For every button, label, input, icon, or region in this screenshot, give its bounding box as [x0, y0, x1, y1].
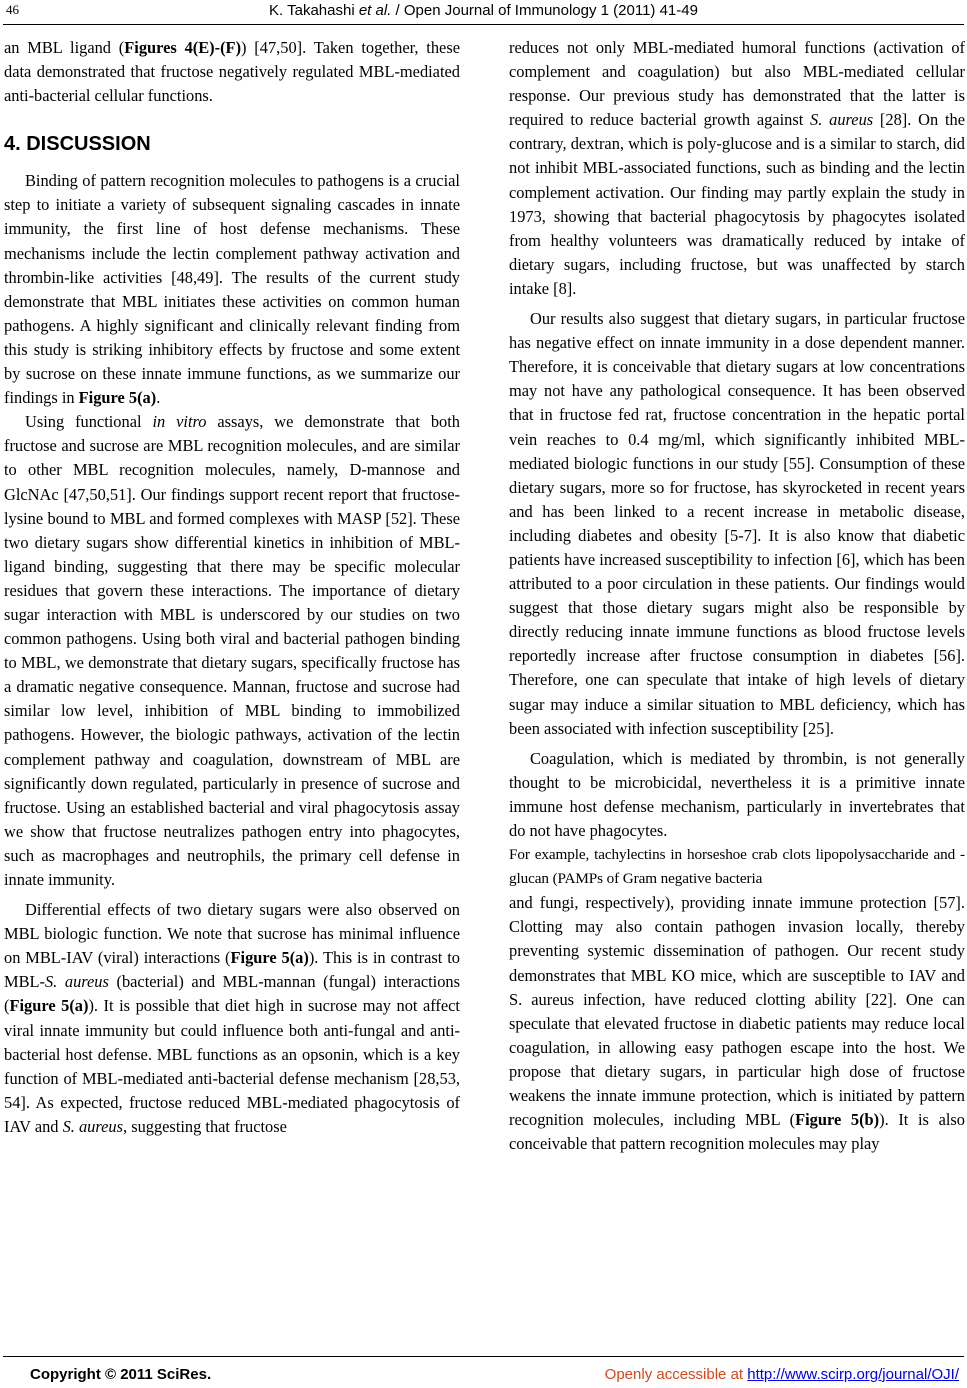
- paragraph: [509, 891, 965, 1156]
- paragraph: [509, 747, 965, 843]
- text-run: Our results also suggest that dietary sugars, in particular fructose has negative effect on innate immunity in a dose dependent manner. Therefore, it is conceivable that dietary sugars at low concentrations may not have any pathological consequence. It has been observed that in fructose fed rat, fructose concentration in the hepatic portal vein reaches to 0.4 mg/ml, which significantly inhibited MBL-mediated biologic functions in our study [55]. Consumption of these dietary sugars, more so for fructose, has skyrocketed in recent years and has been linked to a recent increase in metabolic disease, including diabetes and obesity [5-7]. It is also know that diabetic patients have increased susceptibility to infection [6], which has been attributed to a poor circulation in these patients. Our findings would suggest that those dietary sugars might also be responsible by directly reducing innate immune functions as blood fructose levels reportedly increase after fructose consumption in diabetes [56]. Therefore, one can speculate that intake of high levels of dietary sugar may induce a similar situation to MBL deficiency, which has been associated with infection susceptibility [25].: [509, 309, 965, 738]
- running-head-etal: et al.: [358, 2, 392, 19]
- paragraph: [509, 36, 965, 301]
- figure-ref: Figure 5(b): [795, 1110, 880, 1130]
- text-run: assays, we demonstrate that both fructose and sucrose are MBL recognition molecules, and are similar to other MBL recognition molecules, namely, D-mannose and GlcNAc [47,50,51]. Our findings support recent report that fructose-lysine bound to MBL and formed complexes with MASP [52]. These two dietary sugars show differential kinetics in inhibition of MBL-ligand binding, suggesting that there may be specific molecular residues that govern these interactions. The importance of dietary sugar interaction with MBL is underscored by our studies on two common pathogens. Using both viral and bacterial pathogen binding to MBL, we demonstrate that dietary sugars, specifically fructose has a dramatic negative consequence. Mannan, fructose and sucrose had similar low level, inhibition of MBL binding to immobilized pathogens. However, the biologic pathways, activation of the lectin complement pathway and coagulation, downstream of MBL are significantly down regulated, particularly in presence of sucrose and fructose. Using an established bacterial and viral phagocytosis assay we show that fructose neutralizes pathogen entry into phagocytes, such as macrophages and neutrophils, the primary cell defense in innate immunity.: [4, 412, 460, 889]
- italic-term: S. aureus: [62, 1116, 123, 1136]
- text-run: ). It is also conceivable that pattern recognition molecules may play: [509, 1110, 965, 1154]
- footer-rule: [3, 1356, 964, 1357]
- text-run: reduces not only MBL-mediated humoral functions (activation of complement and coagulation) but also MBL-mediated cellular response. Our previous study has demonstrated that the latter is required to reduce bacterial growth against: [509, 38, 965, 130]
- text-run: Using functional: [25, 412, 153, 432]
- text-run: Coagulation, which is mediated by thrombin, is not generally thought to be microbicidal, nevertheless it is a primitive innate immune host defense mechanism, particularly in invertebrates that do not have phagocytes.: [509, 748, 965, 840]
- text-run: , suggesting that fructose: [123, 1116, 287, 1136]
- copyright: Copyright © 2011 SciRes.: [30, 1366, 212, 1383]
- italic-term: in vitro: [152, 412, 207, 432]
- header-rule: [3, 24, 964, 25]
- italic-term: S. aureus: [810, 110, 874, 130]
- text-run: ). It is possible that diet high in sucrose may not affect viral innate immunity but could influence both anti-fungal and anti-bacterial host defense. MBL functions as an opsonin, which is a key function of MBL-mediated anti-bacterial defense mechanism [28,53, 54]. As expected, fructose reduced MBL-mediated phagocytosis of IAV and: [4, 996, 460, 1136]
- running-head-authors: K. Takahashi: [269, 2, 355, 19]
- paragraph: [4, 36, 460, 108]
- text-run: ) [47,50]. Taken together, these data demonstrated that fructose negatively regulated MBL-mediated anti-bacterial cellular functions.: [4, 38, 460, 106]
- figure-ref: Figure 5(a): [9, 996, 89, 1016]
- figure-ref: Figure 5(a): [230, 948, 309, 968]
- paragraph: [509, 307, 965, 741]
- paragraph: [4, 898, 460, 1139]
- figure-ref: Figures 4(E)-(F): [124, 38, 242, 57]
- text-run: and fungi, respectively), providing innate immune protection [57]. Clotting may also contain pathogen invasion locally, thereby preventing systemic dissemination of pathogen. Our recent study demonstrates that MBL KO mice, which are susceptible to IAV and S. aureus infection, have reduced clotting ability [22]. One can speculate that elevated fructose in diabetic patients may reduce local coagulation, in allowing easy pathogen escape into the host. We propose that dietary sugars, in particular high dose of fructose weakens the innate immune protection, which is initiated by pattern recognition molecules, including MBL (: [509, 893, 965, 1130]
- paragraph-small: [509, 843, 965, 891]
- text-run: an MBL ligand (: [4, 38, 125, 57]
- journal-link[interactable]: http://www.scirp.org/journal/OJI/: [747, 1366, 959, 1383]
- italic-term: S. aureus: [44, 972, 109, 992]
- open-access-note: [605, 1366, 959, 1383]
- text-run: [28]. On the contrary, dextran, which is poly-glucose and is a similar to starch, did not inhibit MBL-associated functions, such as binding and the lectin complement activation. Our finding may partly explain the study in 1973, showing that bacterial phagocytosis by phagocytes isolated from healthy volunteers was dramatically reduced by intake of dietary sugars, including fructose, but was unaffected by starch intake [8].: [509, 110, 965, 298]
- text-run: Differential effects of two dietary sugars were also observed on MBL biologic function. We note that sucrose has minimal influence on MBL-IAV (viral) interactions (: [4, 900, 460, 968]
- text-run: (bacterial) and MBL-mannan (fungal) interactions (: [4, 972, 460, 1016]
- text-run: .: [156, 388, 161, 408]
- left-column: [4, 36, 460, 1139]
- running-head-journal: / Open Journal of Immunology 1 (2011) 41-49: [395, 2, 698, 19]
- access-text: Openly accessible at: [604, 1366, 748, 1383]
- page-number: 46: [6, 2, 19, 17]
- right-column: [509, 36, 965, 1156]
- section-heading: 4. DISCUSSION: [4, 133, 151, 156]
- text-run: ). This is in contrast to MBL-: [4, 948, 460, 992]
- paragraph: [4, 410, 460, 892]
- figure-ref: Figure 5(a): [78, 388, 157, 408]
- paragraph: [4, 169, 460, 410]
- text-run: Binding of pattern recognition molecules to pathogens is a crucial step to initiate a variety of subsequent signaling cascades in innate immunity, the first line of host defense mechanisms. These mechanisms include the lectin complement pathway activation and thrombin-like activities [48,49]. The results of the current study demonstrate that MBL initiates these activities on common human pathogens. A highly significant and clinically relevant finding from this study is striking inhibitory effects by fructose and some extent by sucrose on these innate immune functions, as we summarize our findings in: [4, 171, 460, 408]
- text-run: For example, tachylectins in horseshoe crab clots lipopolysaccharide and -glucan (PAMPs of Gram negative bacteria: [509, 846, 965, 888]
- running-head: [0, 2, 967, 19]
